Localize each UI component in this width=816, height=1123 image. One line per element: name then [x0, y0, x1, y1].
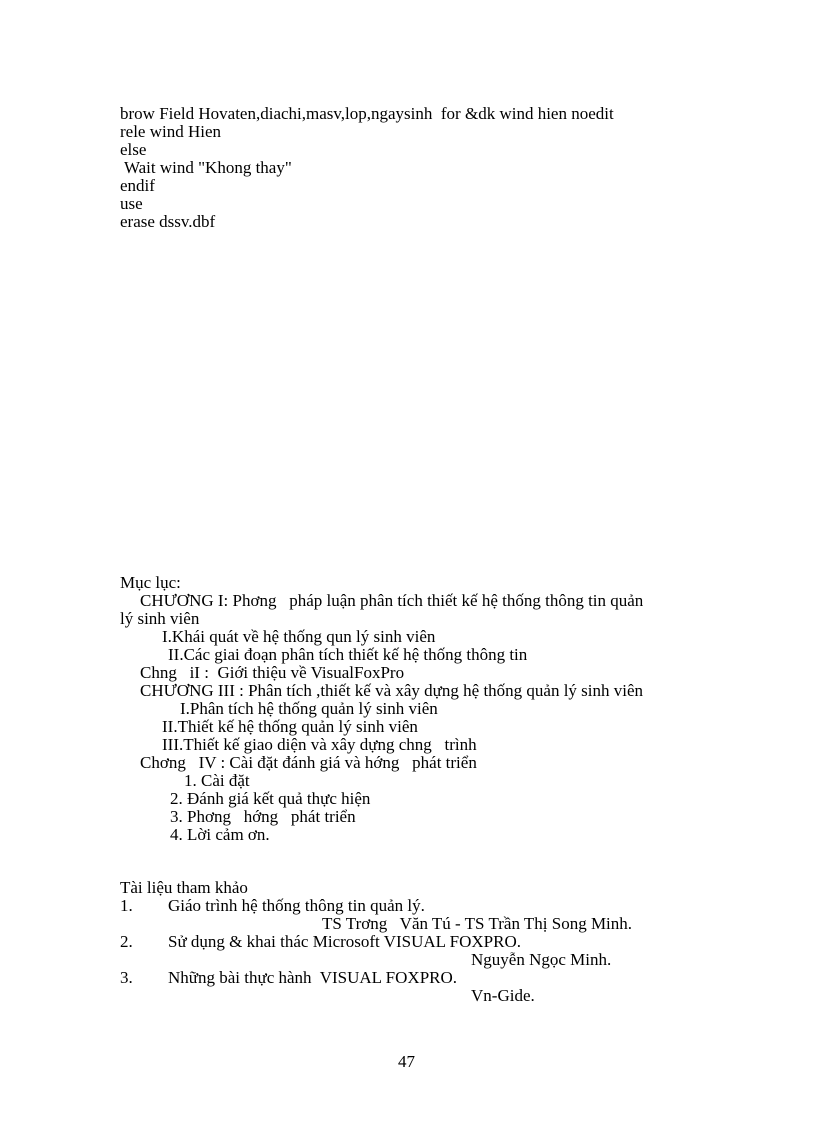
toc-chapter-2: Chng iI : Giới thiệu về VisualFoxPro	[140, 663, 405, 682]
reference-author: Vn-Gide.	[471, 986, 535, 1005]
toc-item: I.Khái quát về hệ thống qun lý sinh viên	[162, 627, 436, 646]
toc-item: 3. Phơng hớng phát triển	[170, 807, 356, 826]
reference-number: 2.	[120, 932, 133, 951]
code-line: endif	[120, 176, 155, 195]
toc-item: II.Thiết kế hệ thống quản lý sinh viên	[162, 717, 418, 736]
reference-number: 1.	[120, 896, 133, 915]
reference-author: Nguyễn Ngọc Minh.	[471, 950, 612, 969]
toc-chapter-1-continued: lý sinh viên	[120, 609, 200, 628]
toc-item: 4. Lời cảm ơn.	[170, 825, 270, 844]
toc-chapter-4: Chơng IV : Cài đặt đánh giá và hớng phát triển	[140, 753, 477, 772]
reference-author: TS Trơng Văn Tú - TS Trần Thị Song Minh.	[322, 914, 633, 933]
toc-item: III.Thiết kế giao diện và xây dựng chng trình	[162, 735, 477, 754]
code-line: erase dssv.dbf	[120, 212, 216, 231]
toc-item: II.Các giai đoạn phân tích thiết kế hệ thống thông tin	[168, 645, 528, 664]
references-heading: Tài liệu tham khảo	[120, 878, 248, 897]
reference-title: Những bài thực hành VISUAL FOXPRO.	[168, 968, 458, 987]
toc-chapter-1: CHƯƠNG I: Phơng pháp luận phân tích thiết kế hệ thống thông tin quản	[140, 591, 644, 610]
code-line: else	[120, 140, 147, 159]
code-line: rele wind Hien	[120, 122, 222, 141]
reference-number: 3.	[120, 968, 133, 987]
toc-chapter-3: CHƯƠNG III : Phân tích ,thiết kế và xây dựng hệ thống quản lý sinh viên	[140, 681, 644, 700]
code-line: Wait wind "Khong thay"	[120, 158, 292, 177]
reference-title: Sử dụng & khai thác Microsoft VISUAL FOXPRO.	[168, 932, 521, 951]
toc-item: 1. Cài đặt	[184, 771, 250, 790]
toc-heading: Mục lục:	[120, 573, 181, 592]
toc-item: 2. Đánh giá kết quả thực hiện	[170, 789, 371, 808]
code-line: brow Field Hovaten,diachi,masv,lop,ngaysinh for &dk wind hien noedit	[120, 104, 614, 123]
page-number: 47	[398, 1052, 415, 1071]
reference-title: Giáo trình hệ thống thông tin quản lý.	[168, 896, 425, 915]
code-line: use	[120, 194, 143, 213]
toc-item: I.Phân tích hệ thống quản lý sinh viên	[180, 699, 438, 718]
